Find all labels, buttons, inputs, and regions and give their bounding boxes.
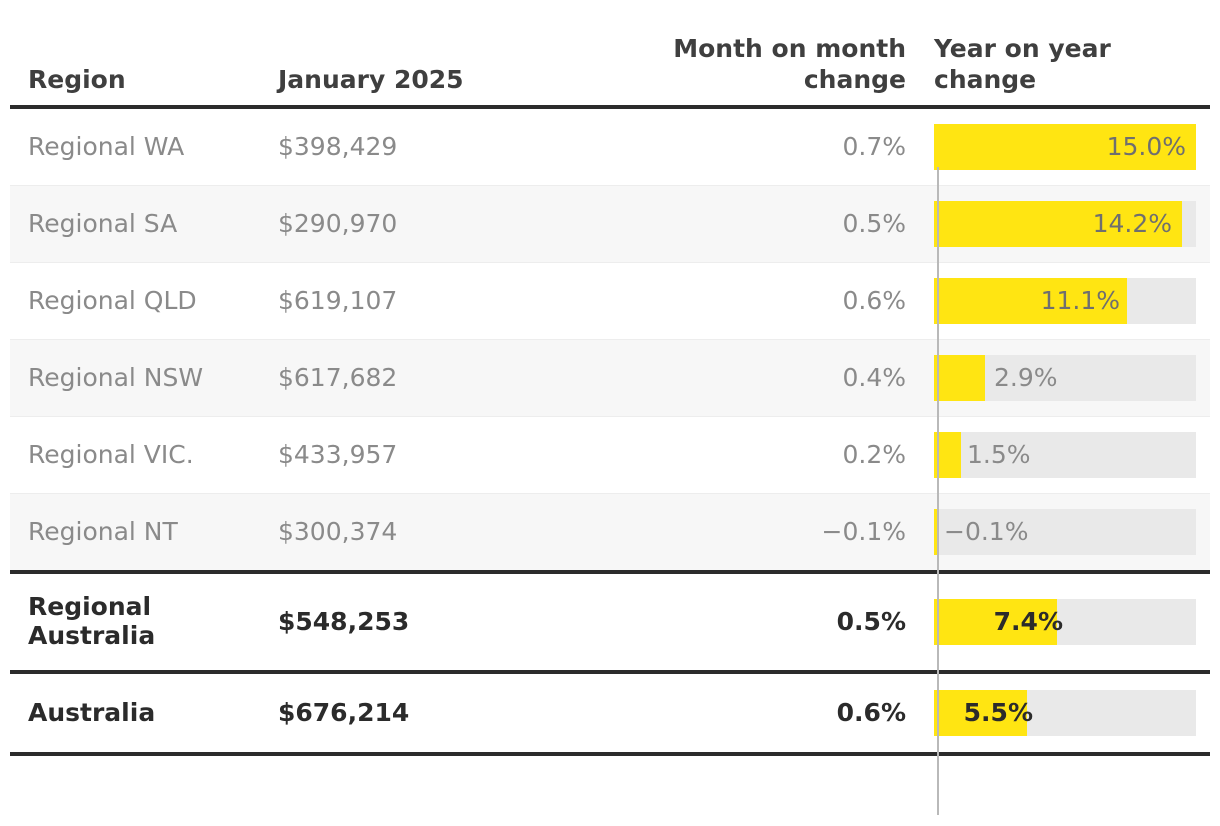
- bar-chart-cell: [924, 340, 1210, 416]
- bar-value-label: 1.5%: [967, 440, 1031, 469]
- cell-region: Regional SA: [10, 186, 262, 263]
- bar-track: [934, 599, 1196, 645]
- cell-region: Regional WA: [10, 107, 262, 186]
- bar-chart-cell: [924, 109, 1210, 185]
- cell-region: Regional QLD: [10, 263, 262, 340]
- cell-year-on-year: [924, 572, 1210, 672]
- table-row: [10, 340, 1210, 417]
- cell-january-value: $676,214: [262, 672, 614, 754]
- bar-value-label: 14.2%: [1092, 209, 1172, 238]
- table-header: [10, 34, 1210, 107]
- cell-month-on-month: 0.6%: [614, 263, 924, 340]
- housing-values-table: [10, 34, 1210, 756]
- table-row: [10, 417, 1210, 494]
- column-header-mom-line2: change: [803, 64, 906, 94]
- column-header-mom-line1: Month on month: [673, 34, 906, 63]
- cell-month-on-month: 0.6%: [614, 672, 924, 754]
- bar-value-label: 7.4%: [993, 607, 1063, 636]
- table-row: [10, 107, 1210, 186]
- cell-year-on-year: [924, 672, 1210, 754]
- cell-january-value: $617,682: [262, 340, 614, 417]
- bar-track: [934, 690, 1196, 736]
- table-row-total-australia: [10, 672, 1210, 754]
- bar-track: [934, 432, 1196, 478]
- bar-track: [934, 355, 1196, 401]
- cell-january-value: $619,107: [262, 263, 614, 340]
- table-row: [10, 263, 1210, 340]
- cell-year-on-year: [924, 107, 1210, 186]
- cell-month-on-month: −0.1%: [614, 494, 924, 573]
- cell-region-line1: Regional: [28, 592, 152, 622]
- table-row: [10, 494, 1210, 573]
- bar-value-label: 11.1%: [1040, 286, 1120, 315]
- cell-january-value: $398,429: [262, 107, 614, 186]
- bar-fill: [934, 355, 985, 401]
- table-body: [10, 107, 1210, 754]
- cell-year-on-year: [924, 340, 1210, 417]
- bar-chart-cell: [924, 417, 1210, 493]
- cell-region: Regional NT: [10, 494, 262, 573]
- bar-value-label: 2.9%: [994, 363, 1058, 392]
- table-row-total-regional-australia: [10, 572, 1210, 672]
- bar-chart-cell: [924, 263, 1210, 339]
- bar-value-label: 15.0%: [1106, 132, 1186, 161]
- cell-year-on-year: [924, 494, 1210, 573]
- cell-year-on-year: [924, 186, 1210, 263]
- cell-year-on-year: [924, 263, 1210, 340]
- column-header-january-2025: January 2025: [262, 34, 614, 107]
- bar-value-label: −0.1%: [944, 517, 1029, 546]
- cell-month-on-month: 0.5%: [614, 186, 924, 263]
- column-header-year-on-year-change: [924, 34, 1210, 107]
- bar-chart-cell: [924, 494, 1210, 570]
- cell-january-value: $300,374: [262, 494, 614, 573]
- bar-value-label: 5.5%: [963, 698, 1033, 727]
- cell-january-value: $433,957: [262, 417, 614, 494]
- column-header-region: Region: [10, 34, 262, 107]
- bar-track: [934, 124, 1196, 170]
- cell-january-value: $548,253: [262, 572, 614, 672]
- cell-region: [10, 572, 262, 672]
- cell-year-on-year: [924, 417, 1210, 494]
- bar-chart-cell: [924, 186, 1210, 262]
- cell-region: Regional VIC.: [10, 417, 262, 494]
- cell-month-on-month: 0.5%: [614, 572, 924, 672]
- bar-track: [934, 201, 1196, 247]
- bar-chart-cell: [924, 674, 1210, 752]
- cell-january-value: $290,970: [262, 186, 614, 263]
- cell-month-on-month: 0.2%: [614, 417, 924, 494]
- cell-month-on-month: 0.7%: [614, 107, 924, 186]
- zero-axis-line: [937, 167, 939, 815]
- table-sheet: [0, 34, 1220, 826]
- bar-track: [934, 278, 1196, 324]
- cell-region: Australia: [10, 672, 262, 754]
- cell-region-line2: Australia: [28, 621, 156, 650]
- cell-region: Regional NSW: [10, 340, 262, 417]
- bar-track: [934, 509, 1196, 555]
- column-header-yoy-line2: change: [934, 64, 1037, 94]
- column-header-month-on-month-change: [614, 34, 924, 107]
- table-row: [10, 186, 1210, 263]
- bar-chart-cell: [924, 574, 1210, 670]
- cell-month-on-month: 0.4%: [614, 340, 924, 417]
- column-header-yoy-line1: Year on year: [934, 34, 1111, 63]
